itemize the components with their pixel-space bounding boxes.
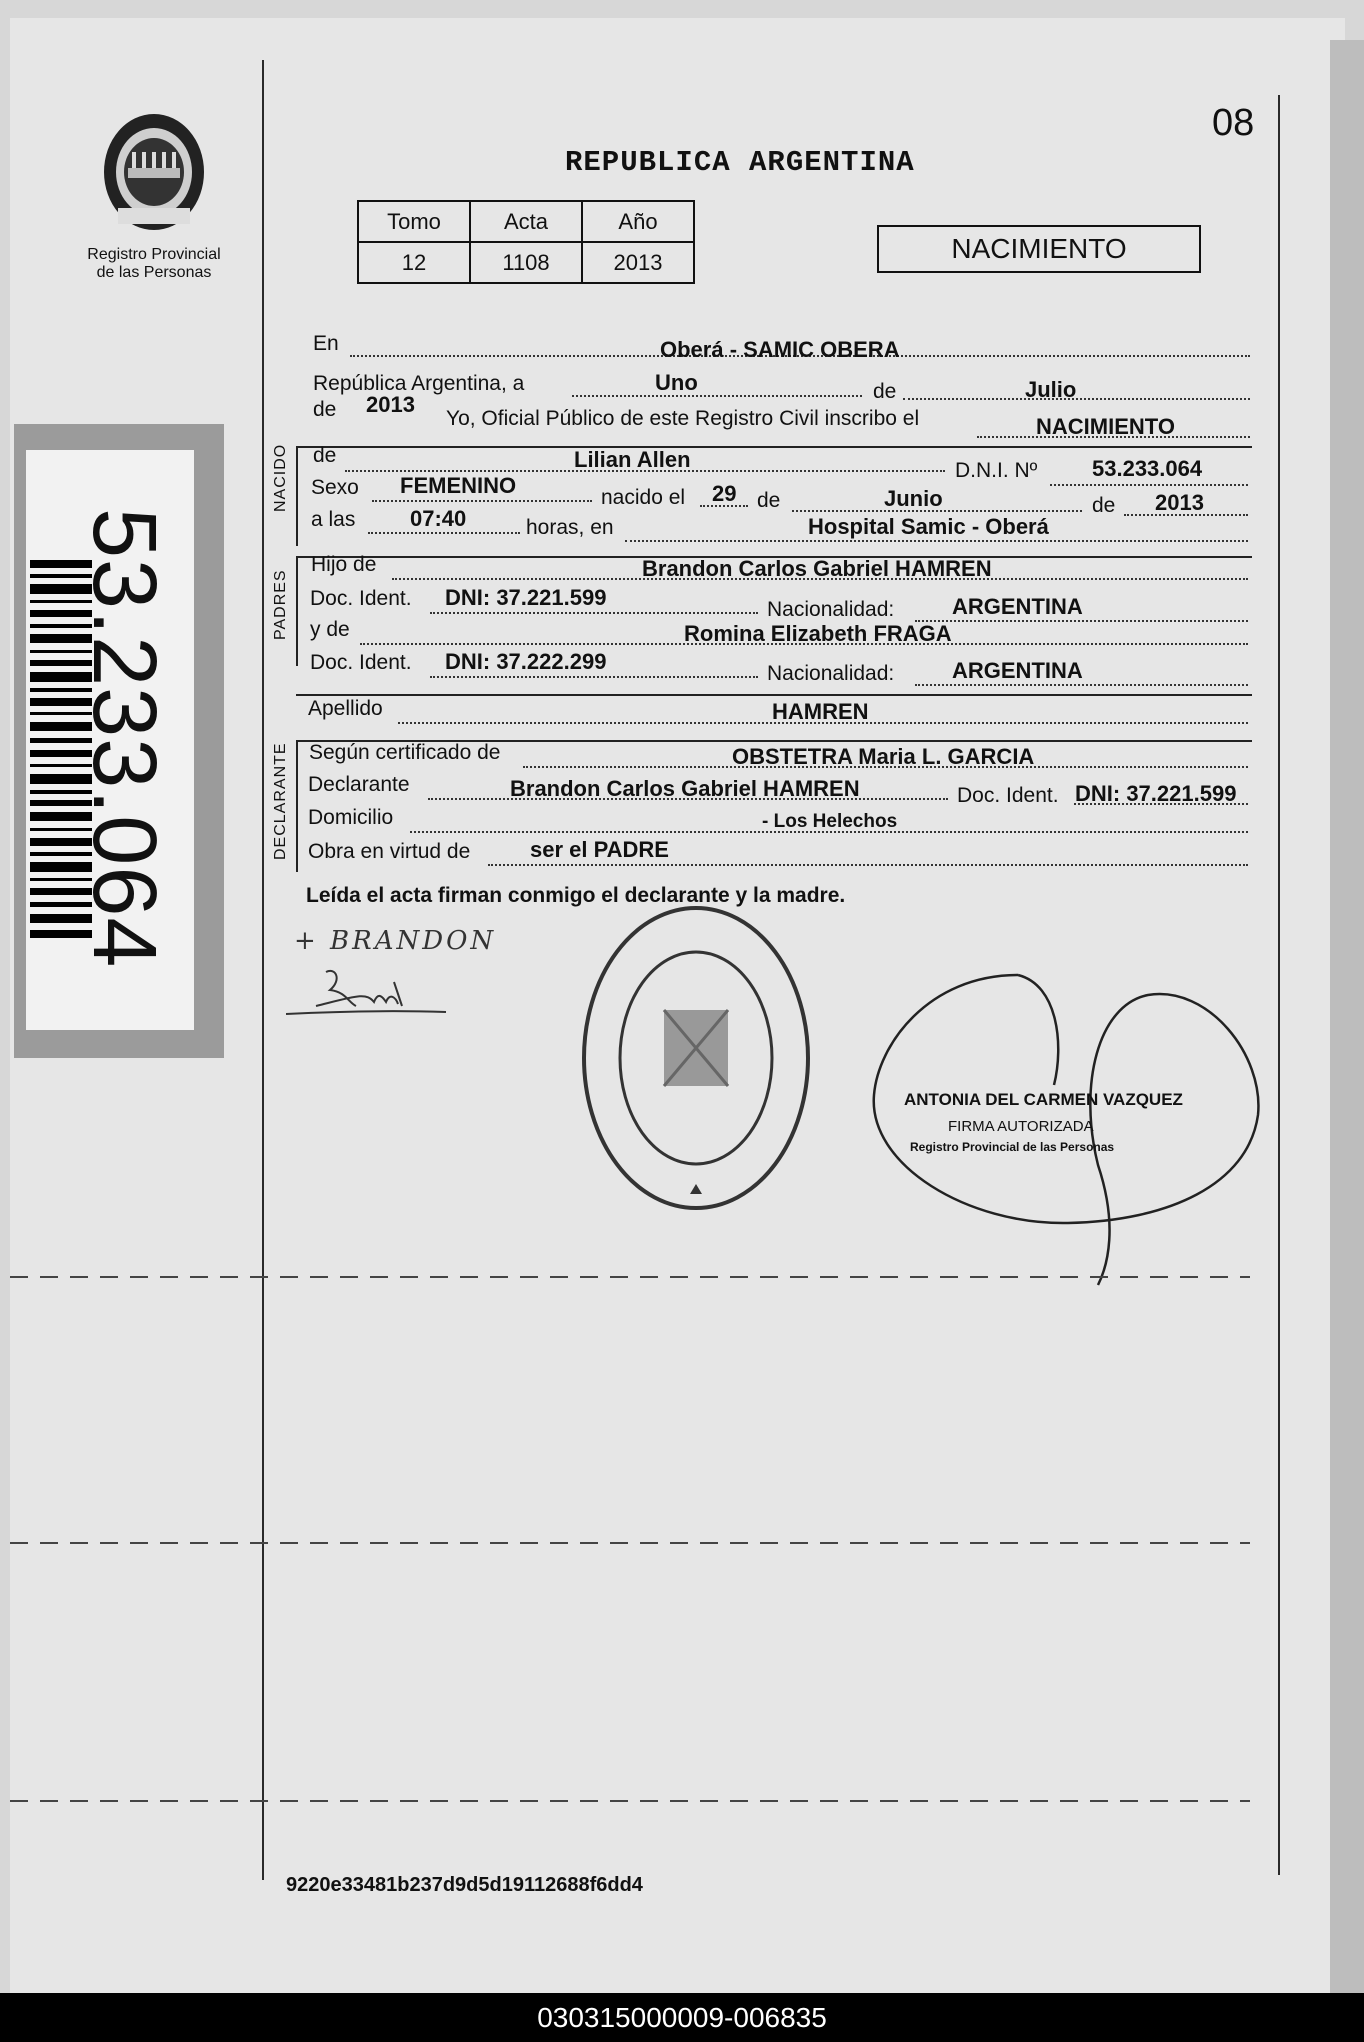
section-bar bbox=[296, 446, 298, 546]
label-declarante: Declarante bbox=[308, 773, 410, 796]
value-mes-nac: Junio bbox=[884, 486, 943, 511]
handwritten-name: + BRANDON bbox=[294, 926, 497, 956]
value-lugar: Oberá - SAMIC OBERA bbox=[660, 337, 900, 362]
act-type-box: NACIMIENTO bbox=[877, 225, 1201, 273]
label-yo: Yo, Oficial Público de este Registro Civil inscribo el bbox=[446, 407, 920, 430]
dotted-line bbox=[1050, 484, 1248, 486]
label-nacionalidad-1: Nacionalidad: bbox=[767, 598, 895, 621]
dotted-line bbox=[572, 395, 862, 397]
label-de-mes: de bbox=[757, 489, 781, 512]
signer-registry: Registro Provincial de las Personas bbox=[910, 1140, 1115, 1154]
section-label-declarante: DECLARANTE bbox=[272, 742, 289, 860]
signer-name: ANTONIA DEL CARMEN VAZQUEZ bbox=[904, 1090, 1183, 1109]
value-dia-nac: 29 bbox=[712, 481, 737, 506]
section-divider bbox=[296, 694, 1252, 696]
value-declarante-doc: DNI: 37.221.599 bbox=[1075, 781, 1237, 806]
dotted-line bbox=[368, 532, 520, 534]
dotted-line bbox=[430, 676, 758, 678]
label-a-las: a las bbox=[311, 508, 356, 531]
label-doc-ident-3: Doc. Ident. bbox=[957, 784, 1059, 807]
label-y-de: y de bbox=[310, 618, 350, 641]
section-label-padres: PADRES bbox=[272, 569, 289, 640]
label-de-anio: de bbox=[1092, 494, 1116, 517]
label-domicilio: Domicilio bbox=[308, 806, 394, 829]
page-edge bbox=[1330, 40, 1364, 1993]
label-apellido: Apellido bbox=[308, 697, 383, 720]
label-de2: de bbox=[313, 398, 337, 421]
value-nombre: Lilian Allen bbox=[574, 447, 691, 472]
value-lugar-nac: Hospital Samic - Oberá bbox=[808, 514, 1049, 539]
blank-line bbox=[10, 1276, 1250, 1278]
label-hijo-de: Hijo de bbox=[311, 553, 377, 576]
dotted-line bbox=[430, 612, 758, 614]
label-de: de bbox=[873, 380, 897, 403]
section-bar bbox=[296, 740, 298, 872]
right-margin-line bbox=[1278, 95, 1280, 1875]
label-segun: Según certificado de bbox=[309, 741, 501, 764]
label-doc-ident-1: Doc. Ident. bbox=[310, 587, 412, 610]
document-hash: 9220e33481b237d9d5d19112688f6dd4 bbox=[286, 1874, 643, 1896]
section-divider bbox=[296, 446, 1252, 448]
tomo-header: Tomo bbox=[358, 201, 470, 242]
blank-line bbox=[10, 1800, 1250, 1802]
anio-value: 2013 bbox=[582, 242, 694, 283]
label-republica: República Argentina, a bbox=[313, 372, 525, 395]
value-padre: Brandon Carlos Gabriel HAMREN bbox=[642, 556, 992, 581]
acta-value: 1108 bbox=[470, 242, 582, 283]
margin-line bbox=[262, 60, 264, 1880]
value-dia: Uno bbox=[655, 370, 698, 395]
blank-line bbox=[10, 1542, 1250, 1544]
label-horas-en: horas, en bbox=[526, 516, 614, 539]
value-tipo: NACIMIENTO bbox=[1036, 414, 1175, 439]
signer-title: FIRMA AUTORIZADA bbox=[948, 1118, 1094, 1135]
value-hora: 07:40 bbox=[410, 506, 467, 531]
label-obra: Obra en virtud de bbox=[308, 840, 471, 863]
value-sexo: FEMENINO bbox=[400, 473, 517, 498]
dotted-line bbox=[903, 398, 1250, 400]
declarant-signature-icon bbox=[286, 962, 456, 1022]
value-madre: Romina Elizabeth FRAGA bbox=[684, 621, 952, 646]
value-madre-nac: ARGENTINA bbox=[952, 658, 1083, 683]
label-sexo: Sexo bbox=[311, 476, 359, 499]
label-nacido-el: nacido el bbox=[601, 486, 686, 509]
tomo-value: 12 bbox=[358, 242, 470, 283]
header-title: REPUBLICA ARGENTINA bbox=[565, 146, 915, 179]
value-declarante: Brandon Carlos Gabriel HAMREN bbox=[510, 776, 860, 801]
value-dni: 53.233.064 bbox=[1092, 456, 1203, 481]
value-padre-doc: DNI: 37.221.599 bbox=[445, 585, 607, 610]
registry-table bbox=[357, 200, 695, 284]
registry-logo-text: Registro Provincial de las Personas bbox=[87, 246, 221, 281]
dotted-line bbox=[625, 540, 1248, 542]
barcode-number: 53.233.064 bbox=[74, 508, 174, 969]
value-certificado: OBSTETRA Maria L. GARCIA bbox=[732, 744, 1035, 769]
value-padre-nac: ARGENTINA bbox=[952, 594, 1083, 619]
dotted-line bbox=[915, 684, 1248, 686]
anio-header: Año bbox=[582, 201, 694, 242]
section-label-nacido: NACIDO bbox=[272, 443, 289, 512]
label-de-nacido: de bbox=[313, 444, 337, 467]
page-number: 08 bbox=[1212, 102, 1255, 144]
acta-header: Acta bbox=[470, 201, 582, 242]
label-en: En bbox=[313, 332, 339, 355]
value-apellido: HAMREN bbox=[772, 699, 869, 724]
value-anio-nac: 2013 bbox=[1155, 490, 1204, 515]
dotted-line bbox=[488, 864, 1248, 866]
value-obra: ser el PADRE bbox=[530, 837, 669, 862]
closing-statement: Leída el acta firman conmigo el declarante y la madre. bbox=[306, 884, 846, 907]
dotted-line bbox=[372, 500, 592, 502]
value-domicilio: - Los Helechos bbox=[762, 811, 898, 832]
value-mes: Julio bbox=[1025, 377, 1077, 402]
section-bar bbox=[296, 556, 298, 666]
footer-code: 030315000009-006835 bbox=[0, 1993, 1364, 2042]
label-doc-ident-2: Doc. Ident. bbox=[310, 651, 412, 674]
authorized-signature-icon bbox=[868, 965, 1268, 1295]
province-seal-icon bbox=[98, 108, 210, 236]
value-anio: 2013 bbox=[366, 392, 415, 417]
label-dni: D.N.I. Nº bbox=[955, 459, 1038, 482]
label-nacionalidad-2: Nacionalidad: bbox=[767, 662, 895, 685]
value-madre-doc: DNI: 37.222.299 bbox=[445, 649, 607, 674]
dotted-line bbox=[915, 620, 1248, 622]
official-stamp-icon bbox=[578, 902, 814, 1214]
